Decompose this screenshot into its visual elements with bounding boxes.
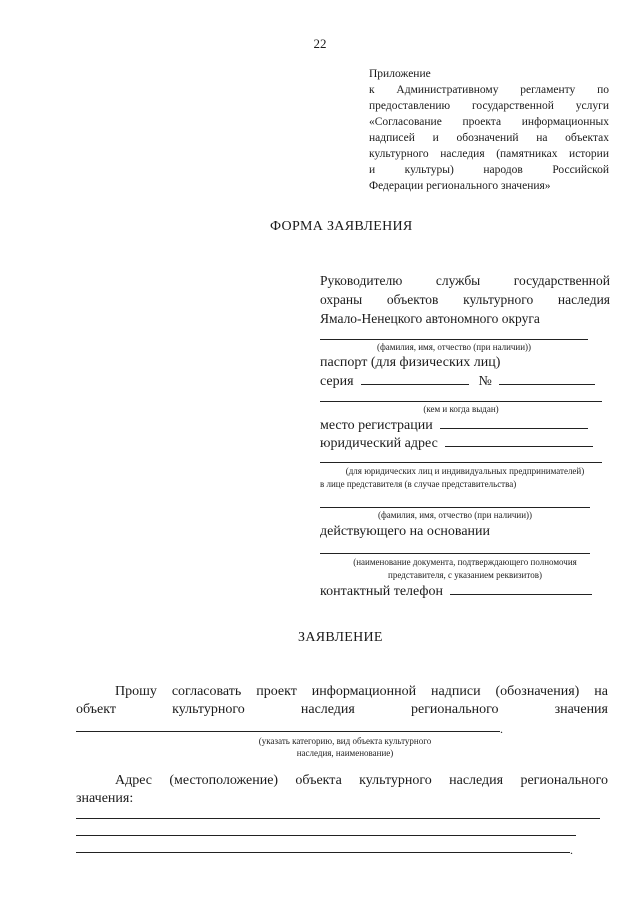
rep-fio-hint: (фамилия, имя, отчество (при наличии))	[377, 510, 533, 520]
page-number: 22	[313, 36, 327, 51]
registration-field[interactable]	[440, 416, 588, 429]
legal-hint-1: (для юридических лиц и индивидуальных предпринимателей)	[345, 466, 585, 476]
address-line: значения:	[76, 791, 134, 806]
address-paragraph	[76, 772, 608, 808]
request-line: объект культурного наследия регионального значения	[76, 702, 608, 717]
series-label: серия	[320, 374, 354, 389]
address-line: Адрес (местоположение) объекта культурного наследия регионального	[115, 773, 608, 788]
annex-line: Приложение	[369, 68, 431, 80]
phone-field[interactable]	[450, 582, 592, 595]
doc-hint-1: (наименование документа, подтверждающего полномочия	[353, 557, 577, 567]
doc-hint-2: представителя, с указанием реквизитов)	[388, 570, 542, 580]
series-row	[320, 372, 595, 391]
rep-fio-underline[interactable]	[320, 507, 590, 508]
annex-line: к Административному регламенту по	[369, 84, 609, 96]
annex-line: «Согласование проекта информационных	[369, 116, 609, 128]
address-underline-3[interactable]	[76, 852, 570, 853]
annex-line: культурного наследия (памятниках истории	[369, 148, 609, 160]
number-field[interactable]	[499, 372, 595, 385]
phone-label: контактный телефон	[320, 584, 443, 599]
legal-address-row	[320, 434, 593, 453]
passport-label: паспорт (для физических лиц)	[320, 355, 501, 370]
address-underline-2[interactable]	[76, 835, 576, 836]
annex-line: надписей и обозначений на объектах	[369, 132, 609, 144]
phone-row	[320, 582, 592, 601]
acting-label: действующего на основании	[320, 524, 491, 539]
basis-underline[interactable]	[320, 553, 590, 554]
request-paragraph	[76, 683, 608, 719]
legal-address-label: юридический адрес	[320, 436, 438, 451]
annex-block	[369, 66, 609, 194]
registration-row	[320, 416, 588, 435]
fio-underline[interactable]	[320, 339, 588, 340]
object-underline[interactable]	[76, 731, 500, 732]
legal-address-field[interactable]	[445, 434, 593, 447]
addressee-line: охраны объектов культурного наследия	[320, 292, 610, 307]
object-hint-2: наследия, наименование)	[296, 748, 394, 758]
annex-line: и культуры) народов Российской	[369, 164, 609, 176]
number-label: №	[478, 374, 492, 389]
annex-line: Федерации регионального значения»	[369, 180, 551, 192]
addressee-line: Руководителю службы государственной	[320, 273, 610, 288]
addressee-block	[320, 271, 610, 328]
fio-hint: (фамилия, имя, отчество (при наличии))	[376, 342, 532, 352]
series-field[interactable]	[361, 372, 469, 385]
object-hint-1: (указать категорию, вид объекта культурного	[258, 736, 432, 746]
issued-hint: (кем и когда выдан)	[423, 404, 499, 414]
declaration-title: ЗАЯВЛЕНИЕ	[298, 630, 383, 645]
address-underline-1[interactable]	[76, 818, 600, 819]
registration-label: место регистрации	[320, 418, 433, 433]
request-line: Прошу согласовать проект информационной надписи (обозначения) на	[115, 684, 608, 699]
annex-line: предоставлению государственной услуги	[369, 100, 609, 112]
addressee-line: Ямало-Ненецкого автономного округа	[320, 311, 540, 326]
issued-underline[interactable]	[320, 401, 602, 402]
legal-underline[interactable]	[320, 462, 602, 463]
form-title: ФОРМА ЗАЯВЛЕНИЯ	[270, 219, 413, 234]
legal-hint-2: в лице представителя (в случае представительства)	[320, 479, 517, 489]
